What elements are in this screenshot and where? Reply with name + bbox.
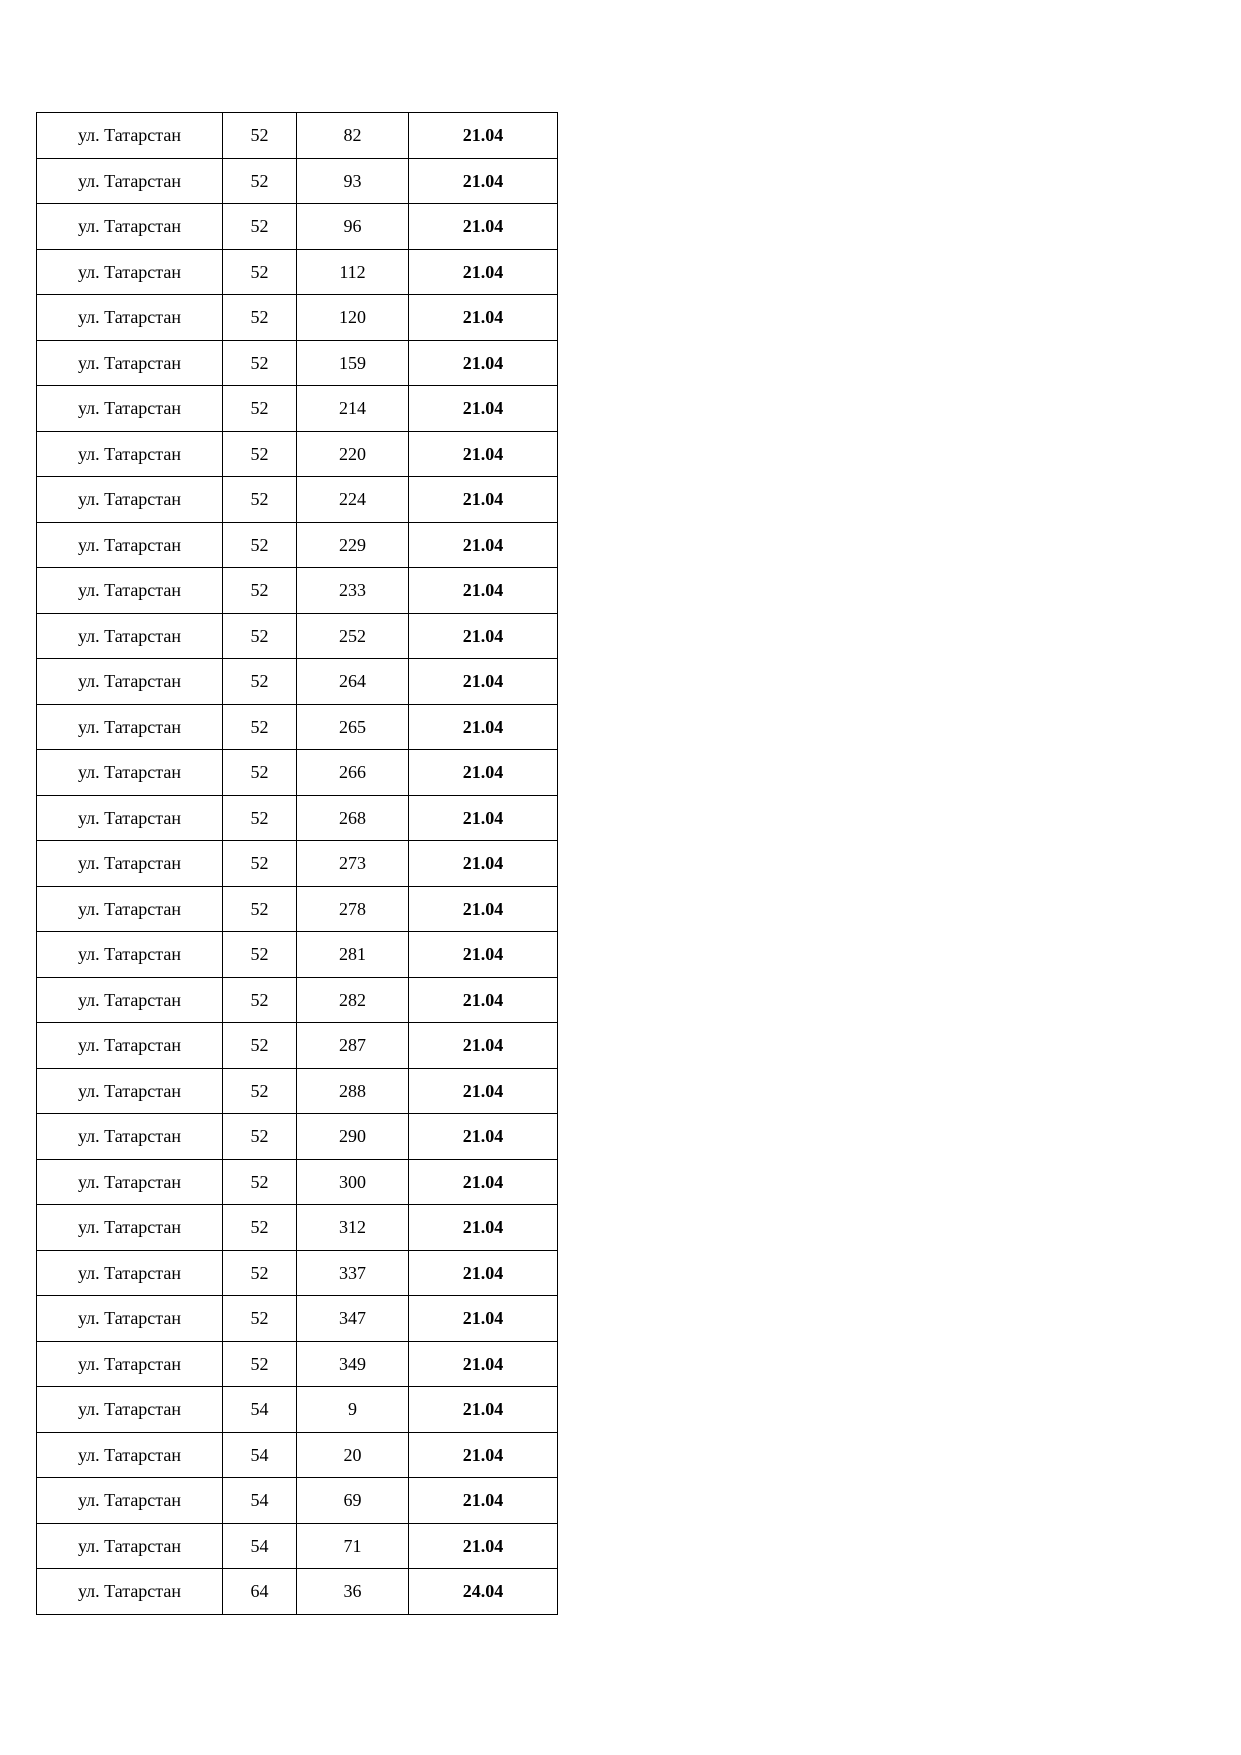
apartment-number-cell: 36	[297, 1569, 409, 1615]
table-row	[37, 750, 558, 796]
house-number-cell: 52	[223, 340, 297, 386]
apartment-number-cell: 288	[297, 1068, 409, 1114]
house-number-cell: 52	[223, 158, 297, 204]
street-cell: ул. Татарстан	[37, 977, 223, 1023]
house-number-cell: 54	[223, 1478, 297, 1524]
apartment-number-cell: 229	[297, 522, 409, 568]
house-number-cell: 52	[223, 477, 297, 523]
date-cell: 21.04	[409, 1432, 558, 1478]
house-number-cell: 52	[223, 841, 297, 887]
date-cell: 21.04	[409, 704, 558, 750]
date-cell: 21.04	[409, 340, 558, 386]
date-cell: 21.04	[409, 113, 558, 159]
house-number-cell: 52	[223, 1114, 297, 1160]
table-row	[37, 431, 558, 477]
date-cell: 21.04	[409, 1205, 558, 1251]
date-cell: 21.04	[409, 1387, 558, 1433]
apartment-number-cell: 9	[297, 1387, 409, 1433]
street-cell: ул. Татарстан	[37, 1114, 223, 1160]
street-cell: ул. Татарстан	[37, 1569, 223, 1615]
street-cell: ул. Татарстан	[37, 1387, 223, 1433]
table-row	[37, 613, 558, 659]
date-cell: 21.04	[409, 522, 558, 568]
street-cell: ул. Татарстан	[37, 704, 223, 750]
date-cell: 21.04	[409, 1296, 558, 1342]
house-number-cell: 52	[223, 113, 297, 159]
house-number-cell: 52	[223, 1159, 297, 1205]
date-cell: 21.04	[409, 1250, 558, 1296]
apartment-number-cell: 290	[297, 1114, 409, 1160]
apartment-number-cell: 266	[297, 750, 409, 796]
schedule-table	[36, 112, 558, 1615]
apartment-number-cell: 337	[297, 1250, 409, 1296]
table-row	[37, 386, 558, 432]
house-number-cell: 52	[223, 1341, 297, 1387]
apartment-number-cell: 112	[297, 249, 409, 295]
street-cell: ул. Татарстан	[37, 1159, 223, 1205]
table-row	[37, 704, 558, 750]
street-cell: ул. Татарстан	[37, 1432, 223, 1478]
street-cell: ул. Татарстан	[37, 1068, 223, 1114]
street-cell: ул. Татарстан	[37, 932, 223, 978]
house-number-cell: 54	[223, 1387, 297, 1433]
apartment-number-cell: 312	[297, 1205, 409, 1251]
house-number-cell: 52	[223, 295, 297, 341]
date-cell: 21.04	[409, 613, 558, 659]
street-cell: ул. Татарстан	[37, 659, 223, 705]
table-row	[37, 1432, 558, 1478]
apartment-number-cell: 96	[297, 204, 409, 250]
apartment-number-cell: 69	[297, 1478, 409, 1524]
apartment-number-cell: 233	[297, 568, 409, 614]
date-cell: 21.04	[409, 249, 558, 295]
table-row	[37, 886, 558, 932]
table-row	[37, 1068, 558, 1114]
table-row	[37, 1387, 558, 1433]
table-row	[37, 249, 558, 295]
house-number-cell: 52	[223, 204, 297, 250]
table-row	[37, 841, 558, 887]
street-cell: ул. Татарстан	[37, 1296, 223, 1342]
table-row	[37, 1114, 558, 1160]
street-cell: ул. Татарстан	[37, 204, 223, 250]
table-row	[37, 113, 558, 159]
apartment-number-cell: 264	[297, 659, 409, 705]
street-cell: ул. Татарстан	[37, 1523, 223, 1569]
house-number-cell: 52	[223, 431, 297, 477]
house-number-cell: 52	[223, 750, 297, 796]
apartment-number-cell: 265	[297, 704, 409, 750]
apartment-number-cell: 281	[297, 932, 409, 978]
house-number-cell: 54	[223, 1432, 297, 1478]
date-cell: 21.04	[409, 1114, 558, 1160]
house-number-cell: 52	[223, 568, 297, 614]
date-cell: 21.04	[409, 158, 558, 204]
table-row	[37, 1478, 558, 1524]
street-cell: ул. Татарстан	[37, 750, 223, 796]
table-row	[37, 158, 558, 204]
street-cell: ул. Татарстан	[37, 841, 223, 887]
date-cell: 21.04	[409, 886, 558, 932]
table-row	[37, 204, 558, 250]
date-cell: 21.04	[409, 795, 558, 841]
table-row	[37, 932, 558, 978]
house-number-cell: 52	[223, 613, 297, 659]
house-number-cell: 52	[223, 795, 297, 841]
house-number-cell: 52	[223, 522, 297, 568]
apartment-number-cell: 268	[297, 795, 409, 841]
street-cell: ул. Татарстан	[37, 249, 223, 295]
date-cell: 21.04	[409, 386, 558, 432]
apartment-number-cell: 349	[297, 1341, 409, 1387]
house-number-cell: 52	[223, 977, 297, 1023]
house-number-cell: 52	[223, 1205, 297, 1251]
apartment-number-cell: 273	[297, 841, 409, 887]
date-cell: 21.04	[409, 977, 558, 1023]
table-row	[37, 1250, 558, 1296]
house-number-cell: 54	[223, 1523, 297, 1569]
street-cell: ул. Татарстан	[37, 1478, 223, 1524]
street-cell: ул. Татарстан	[37, 340, 223, 386]
street-cell: ул. Татарстан	[37, 522, 223, 568]
table-row	[37, 295, 558, 341]
table-row	[37, 795, 558, 841]
table-row	[37, 568, 558, 614]
apartment-number-cell: 224	[297, 477, 409, 523]
date-cell: 21.04	[409, 659, 558, 705]
house-number-cell: 52	[223, 1023, 297, 1069]
apartment-number-cell: 252	[297, 613, 409, 659]
apartment-number-cell: 71	[297, 1523, 409, 1569]
street-cell: ул. Татарстан	[37, 1341, 223, 1387]
table-row	[37, 659, 558, 705]
apartment-number-cell: 347	[297, 1296, 409, 1342]
date-cell: 21.04	[409, 568, 558, 614]
street-cell: ул. Татарстан	[37, 295, 223, 341]
apartment-number-cell: 82	[297, 113, 409, 159]
street-cell: ул. Татарстан	[37, 886, 223, 932]
table-row	[37, 1341, 558, 1387]
date-cell: 21.04	[409, 295, 558, 341]
apartment-number-cell: 282	[297, 977, 409, 1023]
house-number-cell: 52	[223, 1296, 297, 1342]
street-cell: ул. Татарстан	[37, 113, 223, 159]
table-row	[37, 1023, 558, 1069]
street-cell: ул. Татарстан	[37, 158, 223, 204]
table-row	[37, 522, 558, 568]
apartment-number-cell: 20	[297, 1432, 409, 1478]
date-cell: 21.04	[409, 1341, 558, 1387]
house-number-cell: 64	[223, 1569, 297, 1615]
table-row	[37, 1205, 558, 1251]
table-row	[37, 1523, 558, 1569]
house-number-cell: 52	[223, 659, 297, 705]
table-row	[37, 340, 558, 386]
street-cell: ул. Татарстан	[37, 613, 223, 659]
apartment-number-cell: 278	[297, 886, 409, 932]
house-number-cell: 52	[223, 1068, 297, 1114]
schedule-table-body	[37, 113, 558, 1615]
date-cell: 21.04	[409, 750, 558, 796]
table-row	[37, 1159, 558, 1205]
street-cell: ул. Татарстан	[37, 1023, 223, 1069]
house-number-cell: 52	[223, 932, 297, 978]
street-cell: ул. Татарстан	[37, 431, 223, 477]
date-cell: 21.04	[409, 841, 558, 887]
date-cell: 21.04	[409, 204, 558, 250]
apartment-number-cell: 120	[297, 295, 409, 341]
apartment-number-cell: 93	[297, 158, 409, 204]
house-number-cell: 52	[223, 386, 297, 432]
table-row	[37, 477, 558, 523]
apartment-number-cell: 220	[297, 431, 409, 477]
date-cell: 21.04	[409, 1523, 558, 1569]
table-row	[37, 977, 558, 1023]
apartment-number-cell: 159	[297, 340, 409, 386]
table-row	[37, 1296, 558, 1342]
date-cell: 21.04	[409, 1478, 558, 1524]
date-cell: 21.04	[409, 1023, 558, 1069]
street-cell: ул. Татарстан	[37, 386, 223, 432]
house-number-cell: 52	[223, 249, 297, 295]
apartment-number-cell: 214	[297, 386, 409, 432]
date-cell: 21.04	[409, 1159, 558, 1205]
house-number-cell: 52	[223, 886, 297, 932]
date-cell: 21.04	[409, 1068, 558, 1114]
street-cell: ул. Татарстан	[37, 1250, 223, 1296]
street-cell: ул. Татарстан	[37, 477, 223, 523]
street-cell: ул. Татарстан	[37, 568, 223, 614]
street-cell: ул. Татарстан	[37, 795, 223, 841]
table-row	[37, 1569, 558, 1615]
date-cell: 21.04	[409, 477, 558, 523]
date-cell: 24.04	[409, 1569, 558, 1615]
apartment-number-cell: 287	[297, 1023, 409, 1069]
house-number-cell: 52	[223, 704, 297, 750]
date-cell: 21.04	[409, 932, 558, 978]
date-cell: 21.04	[409, 431, 558, 477]
street-cell: ул. Татарстан	[37, 1205, 223, 1251]
apartment-number-cell: 300	[297, 1159, 409, 1205]
house-number-cell: 52	[223, 1250, 297, 1296]
